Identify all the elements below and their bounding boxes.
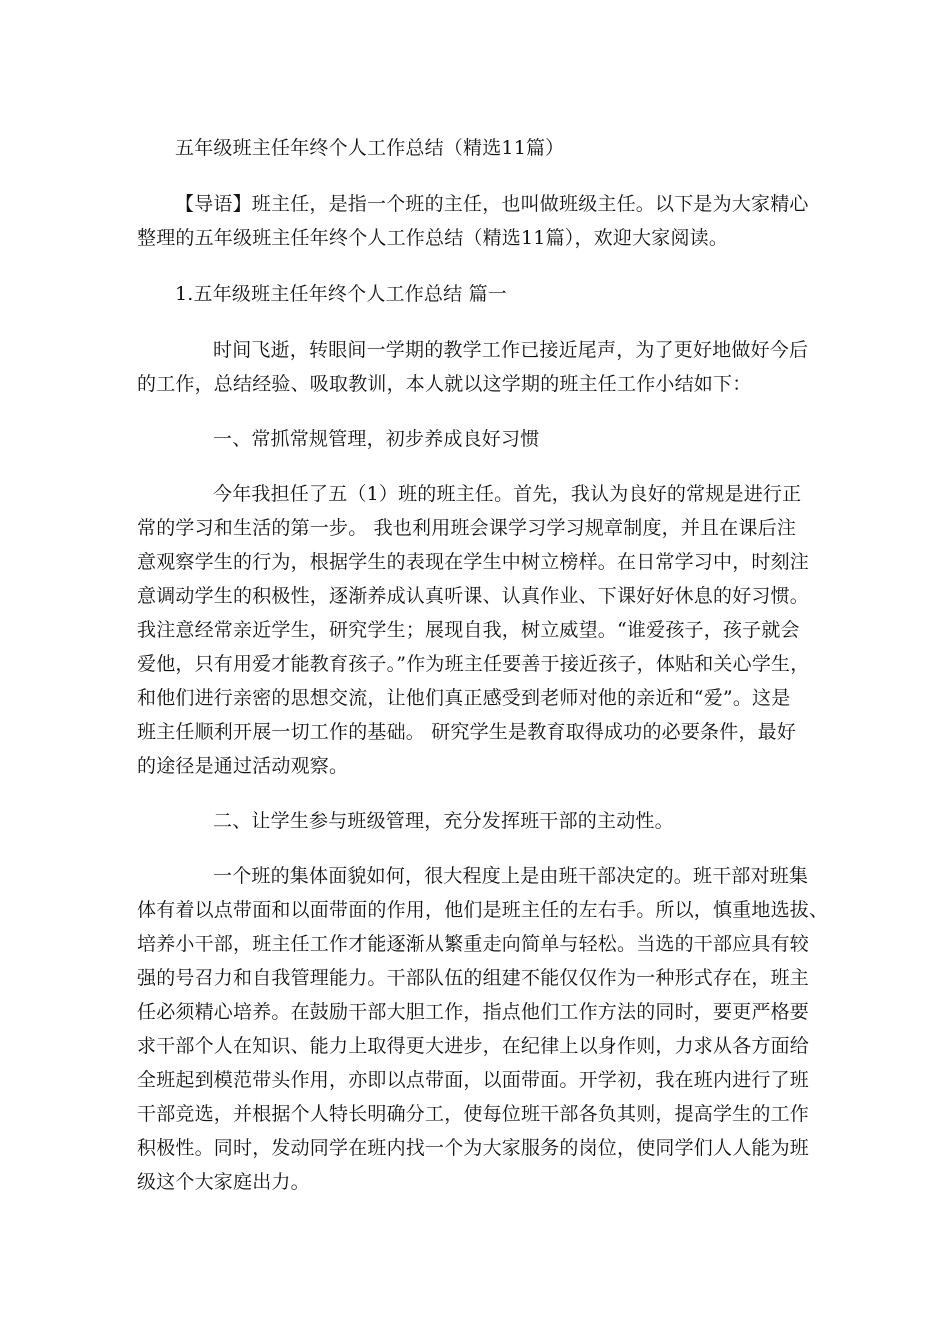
para3-line-10: 级这个大家庭出力。 bbox=[137, 1171, 310, 1193]
para2-line-2: 常的学习和生活的第一步。 我也利用班会课学习学习规章制度，并且在课后注 bbox=[137, 517, 797, 539]
para2-line-9: 的途径是通过活动观察。 bbox=[137, 755, 349, 777]
para3-line-4: 强的号召力和自我管理能力。干部队伍的组建不能仅仅作为一种形式存在，班主 bbox=[137, 967, 810, 989]
para3-line-1: 一个班的集体面貌如何，很大程度上是由班干部决定的。班干部对班集 bbox=[213, 865, 809, 887]
subheading-2: 二、让学生参与班级管理，充分发挥班干部的主动性。 bbox=[213, 810, 674, 832]
para2-line-3: 意观察学生的行为，根据学生的表现在学生中树立榜样。在日常学习中，时刻注 bbox=[137, 551, 810, 573]
para3-line-9: 积极性。同时，发动同学在班内找一个为大家服务的岗位，使同学们人人能为班 bbox=[137, 1137, 810, 1159]
para2-line-5: 我注意经常亲近学生，研究学生；展现自我，树立威望。“谁爱孩子，孩子就会 bbox=[137, 619, 800, 641]
intro-line-1: 【导语】班主任，是指一个班的主任，也叫做班级主任。以下是为大家精心 bbox=[175, 193, 809, 215]
document-title: 五年级班主任年终个人工作总结（精选11篇） bbox=[175, 137, 565, 159]
para3-line-6: 求干部个人在知识、能力上取得更大进步，在纪律上以身作则，力求从各方面给 bbox=[137, 1035, 810, 1057]
intro-line-2: 整理的五年级班主任年终个人工作总结（精选11篇），欢迎大家阅读。 bbox=[137, 227, 729, 249]
para2-line-4: 意调动学生的积极性，逐渐养成认真听课、认真作业、下课好好休息的好习惯。 bbox=[137, 585, 810, 607]
para2-line-6: 爱他，只有用爱才能教育孩子。”作为班主任要善于接近孩子，体贴和关心学生， bbox=[137, 653, 810, 675]
para3-line-5: 任必须精心培养。在鼓励干部大胆工作，指点他们工作方法的同时，要更严格要 bbox=[137, 1001, 810, 1023]
para3-line-3: 培养小干部，班主任工作才能逐渐从繁重走向简单与轻松。当选的干部应具有较 bbox=[137, 933, 810, 955]
para3-line-8: 干部竞选，并根据个人特长明确分工，使每位班干部各负其则，提高学生的工作 bbox=[137, 1103, 810, 1125]
para1-line-1: 时间飞逝，转眼间一学期的教学工作已接近尾声，为了更好地做好今后 bbox=[213, 339, 809, 361]
subheading-1: 一、常抓常规管理，初步养成良好习惯 bbox=[213, 428, 540, 450]
para2-line-1: 今年我担任了五（1）班的班主任。首先，我认为良好的常规是进行正 bbox=[213, 483, 802, 505]
section-heading-1: 1.五年级班主任年终个人工作总结 篇一 bbox=[175, 283, 507, 305]
para2-line-7: 和他们进行亲密的思想交流，让他们真正感受到老师对他的亲近和“爱”。这是 bbox=[137, 687, 791, 709]
para2-line-8: 班主任顺利开展一切工作的基础。 研究学生是教育取得成功的必要条件，最好 bbox=[137, 721, 797, 743]
para1-line-2: 的工作，总结经验、吸取教训，本人就以这学期的班主任工作小结如下： bbox=[137, 373, 752, 395]
para3-line-2: 体有着以点带面和以面带面的作用，他们是班主任的左右手。所以，慎重地选拔、 bbox=[137, 899, 829, 921]
para3-line-7: 全班起到模范带头作用，亦即以点带面，以面带面。开学初，我在班内进行了班 bbox=[137, 1069, 810, 1091]
